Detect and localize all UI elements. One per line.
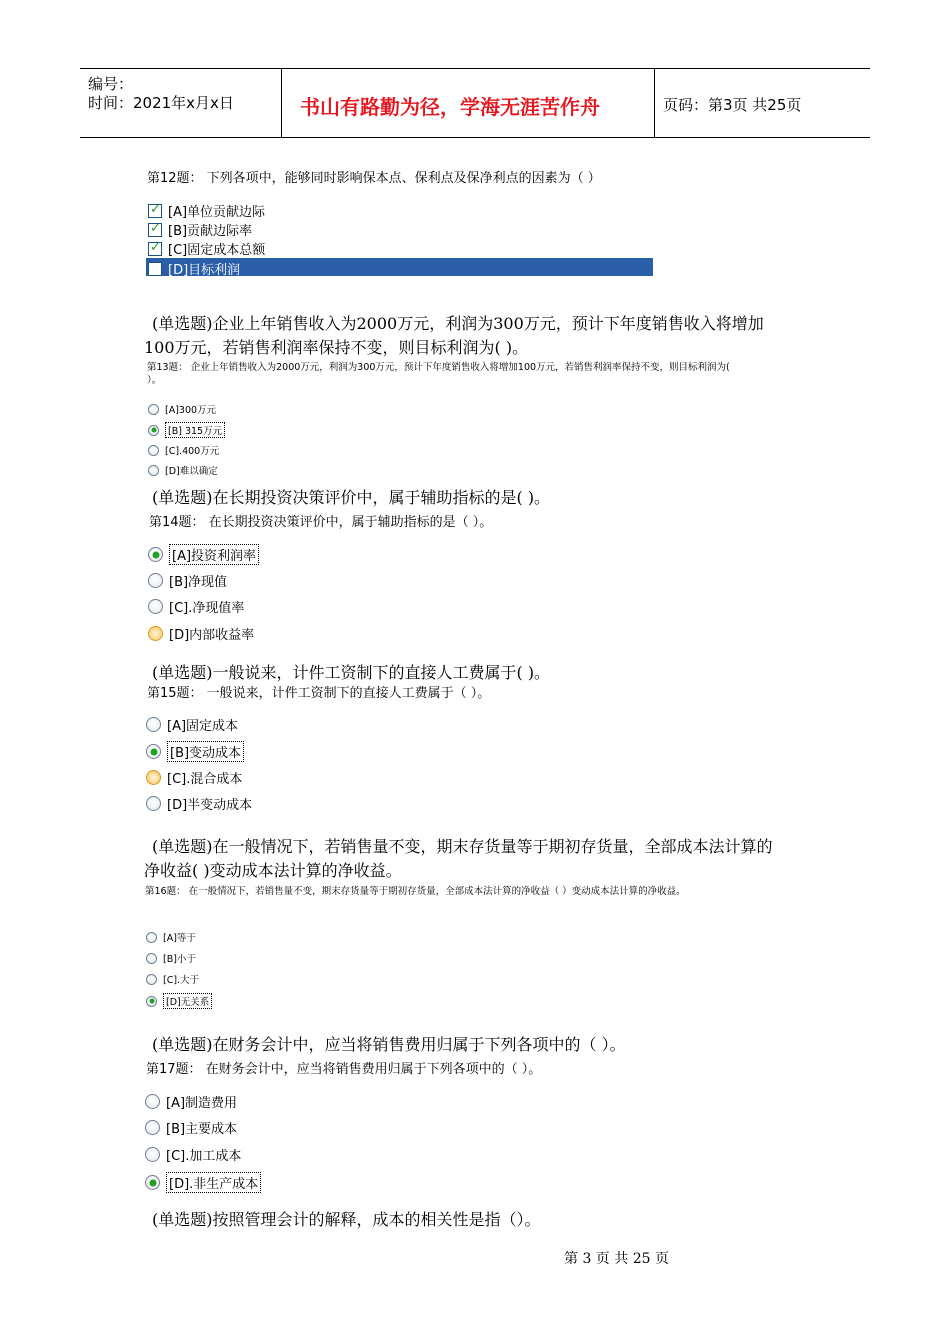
q16-option-c[interactable]: [146, 972, 199, 986]
q15-option-a[interactable]: [146, 715, 238, 734]
q15-option-label: [C].混合成本: [167, 772, 243, 787]
radio-icon[interactable]: [146, 953, 157, 964]
q14-option-label: [B]净现值: [169, 575, 228, 590]
q15-option-b[interactable]: [146, 741, 244, 762]
q13-option-b[interactable]: [148, 422, 225, 438]
radio-icon[interactable]: [148, 599, 163, 614]
radio-icon[interactable]: [145, 1147, 160, 1162]
q13-stem-line1: (单选题)企业上年销售收入为2000万元，利润为300万元，预计下年度销售收入将增加: [152, 314, 764, 333]
q15-title: 第15题： 一般说来，计件工资制下的直接人工费属于（ ）。: [147, 686, 491, 701]
number-label: 编号：: [88, 75, 134, 93]
radio-selected-icon[interactable]: [148, 425, 159, 436]
radio-icon[interactable]: [146, 974, 157, 985]
radio-icon[interactable]: [145, 1094, 160, 1109]
radio-selected-icon[interactable]: [146, 996, 157, 1007]
q15-option-label: [A]固定成本: [167, 719, 239, 734]
checkbox-icon[interactable]: [148, 262, 162, 276]
checkbox-icon[interactable]: [148, 223, 162, 237]
page-label: 页码：第3页 共25页: [663, 96, 802, 114]
q17-option-d[interactable]: [145, 1172, 261, 1193]
q15-option-label: [D]半变动成本: [167, 798, 253, 813]
checkbox-icon[interactable]: [148, 204, 162, 218]
q13-option-label: [B] 315万元: [165, 422, 225, 438]
q13-option-label: [D]难以确定: [165, 466, 218, 477]
q17-option-b[interactable]: [145, 1118, 237, 1137]
q14-option-d[interactable]: [148, 624, 254, 643]
q17-option-label: [B]主要成本: [166, 1122, 238, 1137]
q17-option-label: [D].非生产成本: [166, 1172, 261, 1193]
q12-option-b[interactable]: [148, 220, 252, 239]
q13-option-label: [C].400万元: [165, 446, 220, 457]
radio-icon[interactable]: [146, 717, 161, 732]
q16-stem-line2: 净收益( )变动成本法计算的净收益。: [144, 861, 402, 880]
q14-title: 第14题： 在长期投资决策评价中，属于辅助指标的是（ ）。: [149, 515, 493, 530]
q13-option-c[interactable]: [148, 443, 219, 457]
motto: 书山有路勤为径，学海无涯苦作舟: [300, 95, 600, 119]
q14-option-label: [D]内部收益率: [169, 628, 255, 643]
radio-icon[interactable]: [146, 796, 161, 811]
q16-option-a[interactable]: [146, 930, 196, 944]
q12-option-a[interactable]: [148, 201, 265, 220]
q12-option-label: [C]固定成本总额: [168, 243, 266, 258]
q14-option-c[interactable]: [148, 597, 244, 616]
q16-option-label: [C].大于: [163, 975, 200, 986]
radio-icon[interactable]: [148, 573, 163, 588]
q13-option-a[interactable]: [148, 402, 216, 416]
q12-option-label: [A]单位贡献边际: [168, 205, 266, 220]
radio-icon[interactable]: [148, 465, 159, 476]
radio-hover-icon[interactable]: [148, 626, 163, 641]
q12-option-d[interactable]: [148, 259, 240, 278]
q15-option-c[interactable]: [146, 768, 242, 787]
q14-option-a[interactable]: [148, 544, 259, 565]
q14-stem: (单选题)在长期投资决策评价中，属于辅助指标的是( )。: [152, 488, 551, 507]
page-footer: 第 3 页 共 25 页: [564, 1251, 669, 1267]
q17-option-a[interactable]: [145, 1092, 237, 1111]
q16-option-d[interactable]: [146, 993, 212, 1009]
radio-icon[interactable]: [146, 932, 157, 943]
q12-option-label: [B]贡献边际率: [168, 224, 253, 239]
q13-option-d[interactable]: [148, 463, 218, 477]
q12-option-label: [D]目标利润: [168, 263, 241, 278]
q12-title: 第12题： 下列各项中，能够同时影响保本点、保利点及保净利点的因素为（ ）: [147, 171, 601, 186]
q12-option-c[interactable]: [148, 239, 265, 258]
q15-stem: (单选题)一般说来，计件工资制下的直接人工费属于( )。: [152, 663, 551, 682]
q17-stem: (单选题)在财务会计中，应当将销售费用归属于下列各项中的（ ）。: [152, 1035, 626, 1054]
time-label: 时间：2021年x月x日: [88, 94, 234, 112]
q16-option-b[interactable]: [146, 951, 196, 965]
q13-title-line1: 第13题： 企业上年销售收入为2000万元，利润为300万元，预计下年度销售收入将增加100万元，若销售利润率保持不变，则目标利润为(: [147, 362, 730, 373]
radio-selected-icon[interactable]: [146, 744, 161, 759]
radio-hover-icon[interactable]: [146, 770, 161, 785]
q17-option-label: [A]制造费用: [166, 1096, 238, 1111]
radio-icon[interactable]: [148, 404, 159, 415]
checkbox-icon[interactable]: [148, 242, 162, 256]
q18-stem: (单选题)按照管理会计的解释，成本的相关性是指（）。: [152, 1210, 541, 1229]
q16-title: 第16题： 在一般情况下，若销售量不变，期末存货量等于期初存货量，全部成本法计算的净收益（ ）变动成本法计算的净收益。: [145, 886, 686, 897]
q15-option-d[interactable]: [146, 794, 252, 813]
q17-option-c[interactable]: [145, 1145, 241, 1164]
q14-option-label: [C].净现值率: [169, 601, 245, 616]
q16-option-label: [D]无关系: [163, 993, 212, 1009]
q16-option-label: [A]等于: [163, 933, 196, 944]
q16-option-label: [B]小于: [163, 954, 196, 965]
q16-stem-line1: (单选题)在一般情况下，若销售量不变，期末存货量等于期初存货量，全部成本法计算的: [152, 837, 773, 856]
q13-option-label: [A]300万元: [165, 405, 217, 416]
q17-option-label: [C].加工成本: [166, 1149, 242, 1164]
q17-title: 第17题： 在财务会计中，应当将销售费用归属于下列各项中的（ ）。: [146, 1062, 542, 1077]
q14-option-label: [A]投资利润率: [169, 544, 259, 565]
q15-option-label: [B]变动成本: [167, 741, 244, 762]
radio-icon[interactable]: [148, 445, 159, 456]
q13-title-line2: ）。: [147, 375, 162, 386]
radio-selected-icon[interactable]: [148, 547, 163, 562]
q14-option-b[interactable]: [148, 571, 227, 590]
radio-selected-icon[interactable]: [145, 1175, 160, 1190]
radio-icon[interactable]: [145, 1120, 160, 1135]
q13-stem-line2: 100万元，若销售利润率保持不变，则目标利润为( )。: [144, 338, 529, 357]
